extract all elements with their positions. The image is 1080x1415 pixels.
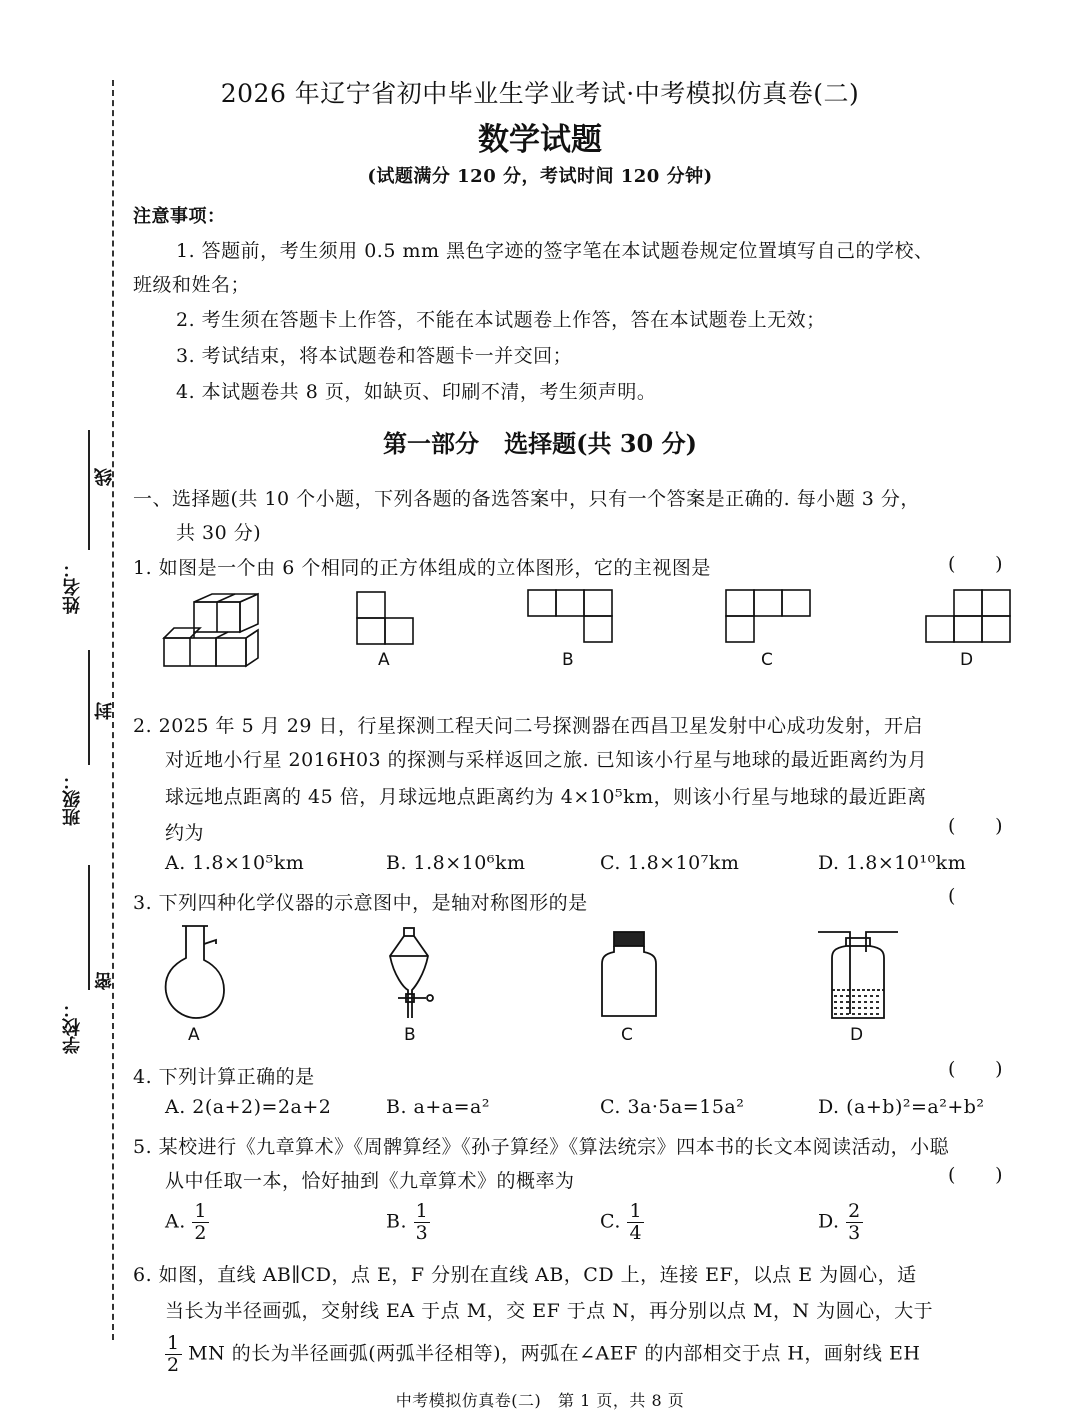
q6-line-3 (165, 1334, 920, 1375)
q5-line-2: 从中任取一本，恰好抽到《九章算术》的概率为 (165, 1170, 575, 1192)
q2-option-b[interactable]: B. 1.8×10⁶km (386, 852, 526, 874)
subject-title: 数学试题 (478, 122, 602, 158)
q4-text: 4. 下列计算正确的是 (133, 1066, 315, 1088)
q6-frac-num: 1 (167, 1332, 180, 1354)
q5-option-d-fraction (846, 1202, 863, 1243)
part1-heading: 第一部分 选择题(共 30 分) (383, 429, 697, 458)
notice-heading: 注意事项： (133, 206, 226, 227)
q4-option-c[interactable]: C. 3a·5a=15a² (600, 1096, 745, 1118)
q4-paren: ( ) (948, 1058, 1004, 1080)
q3-label-b: B (404, 1025, 417, 1045)
q5-d-num: 2 (848, 1200, 861, 1222)
exam-note: (试题满分 120 分，考试时间 120 分钟) (367, 166, 713, 187)
q6-frac-den: 2 (167, 1354, 180, 1376)
section-line-2: 共 30 分) (176, 522, 262, 544)
q5-b-num: 1 (415, 1200, 429, 1222)
q2-option-d[interactable]: D. 1.8×10¹⁰km (818, 852, 967, 874)
q2-line-3: 球远地点距离的 45 倍，月球远地点距离约为 4×10⁵km，则该小行星与地球的最近距离 (165, 786, 927, 808)
sidebar-mi: 密 (94, 972, 115, 990)
q5-option-a-label: A. (165, 1210, 186, 1233)
q3-text: 3. 下列四种化学仪器的示意图中，是轴对称图形的是 (133, 892, 588, 914)
exam-title: 2026 年辽宁省初中毕业生学业考试·中考模拟仿真卷(二) (220, 79, 860, 108)
q3-reagent-bottle-figure (598, 930, 660, 1022)
q4-option-a[interactable]: A. 2(a+2)=2a+2 (165, 1096, 332, 1118)
q2-line-1: 2. 2025 年 5 月 29 日，行星探测工程天问二号探测器在西昌卫星发射中心成功发射，开启 (133, 715, 923, 737)
page-footer: 中考模拟仿真卷(二) 第 1 页，共 8 页 (395, 1391, 685, 1410)
q5-line-1: 5. 某校进行《九章算术》《周髀算经》《孙子算经》《算法统宗》四本书的长文本阅读活动，小聪 (133, 1136, 950, 1158)
q5-a-num: 1 (194, 1200, 207, 1222)
q3-paren: ( (948, 885, 956, 907)
q5-option-b-label: B. (386, 1210, 408, 1233)
q3-gas-washing-bottle-figure (816, 924, 900, 1022)
q1-text: 1. 如图是一个由 6 个相同的正方体组成的立体图形，它的主视图是 (133, 557, 711, 579)
q1-paren: ( ) (948, 553, 1004, 575)
q3-label-c: C (621, 1025, 634, 1045)
school-fill-line[interactable] (88, 865, 90, 990)
q1-label-d: D (960, 650, 974, 670)
q5-option-a[interactable] (165, 1202, 209, 1243)
q4-option-b[interactable]: B. a+a=a² (386, 1096, 490, 1118)
q3-label-a: A (188, 1025, 201, 1045)
q5-option-d-label: D. (818, 1210, 840, 1233)
q5-paren: ( ) (948, 1164, 1004, 1186)
name-label: 姓名： (62, 560, 83, 614)
notice-item-1-cont: 班级和姓名； (133, 274, 251, 296)
q6-line-2: 当长为半径画弧，交射线 EA 于点 M，交 EF 于点 N，再分别以点 M，N 为圆心，大于 (165, 1300, 934, 1322)
q5-option-b[interactable] (386, 1202, 430, 1243)
q2-option-a[interactable]: A. 1.8×10⁵km (165, 852, 305, 874)
notice-item-4: 4. 本试题卷共 8 页，如缺页、印刷不清，考生须声明。 (176, 381, 657, 403)
notice-item-1: 1. 答题前，考生须用 0.5 mm 黑色字迹的签字笔在本试题卷规定位置填写自己的学校、 (176, 240, 934, 262)
q3-label-d: D (850, 1025, 864, 1045)
notice-item-2: 2. 考生须在答题卡上作答，不能在本试题卷上作答，答在本试题卷上无效； (176, 309, 826, 331)
q5-option-c-label: C. (600, 1210, 621, 1233)
q5-a-den: 2 (194, 1222, 207, 1244)
q6-line-1: 6. 如图，直线 AB∥CD，点 E，F 分别在直线 AB，CD 上，连接 EF，以点 E 为圆心，适 (133, 1264, 917, 1286)
q1-solid-figure (160, 592, 270, 672)
q5-d-den: 3 (848, 1222, 861, 1244)
q2-paren: ( ) (948, 815, 1004, 837)
q5-b-den: 3 (415, 1222, 429, 1244)
sidebar-xian: 线 (94, 468, 115, 486)
q1-option-c-figure (724, 588, 814, 648)
class-fill-line[interactable] (88, 650, 90, 765)
section-line-1: 一、选择题(共 10 个小题，下列各题的备选答案中，只有一个答案是正确的. 每小题 3 分， (133, 488, 920, 510)
q1-option-a-figure (355, 590, 417, 648)
q2-option-c[interactable]: C. 1.8×10⁷km (600, 852, 740, 874)
q2-line-4: 约为 (165, 822, 205, 844)
q1-label-c: C (761, 650, 774, 670)
q3-flask-figure (160, 922, 232, 1022)
q5-c-num: 1 (629, 1200, 643, 1222)
q5-c-den: 4 (629, 1222, 643, 1244)
q5-option-a-fraction (192, 1202, 209, 1243)
sidebar-feng: 封 (94, 702, 115, 720)
q1-option-b-figure (526, 588, 614, 648)
q6-line-3-text: MN 的长为半径画弧(两弧半径相等)，两弧在∠AEF 的内部相交于点 H，画射线 EH (188, 1342, 921, 1365)
q5-option-c[interactable] (600, 1202, 644, 1243)
q1-label-a: A (378, 650, 391, 670)
class-label: 班级： (62, 772, 83, 826)
notice-item-3: 3. 考试结束，将本试题卷和答题卡一并交回； (176, 345, 573, 367)
q4-option-d[interactable]: D. (a+b)²=a²+b² (818, 1096, 985, 1118)
q2-line-2: 对近地小行星 2016H03 的探测与采样返回之旅. 已知该小行星与地球的最近距离约为月 (165, 749, 928, 771)
q5-option-b-fraction (414, 1202, 431, 1243)
q1-label-b: B (562, 650, 575, 670)
q6-half-fraction (165, 1334, 182, 1375)
q1-option-d-figure (924, 588, 1014, 648)
q3-separatory-funnel-figure (382, 926, 438, 1022)
q5-option-c-fraction (627, 1202, 644, 1243)
q5-option-d[interactable] (818, 1202, 863, 1243)
school-label: 学校： (62, 1000, 83, 1054)
